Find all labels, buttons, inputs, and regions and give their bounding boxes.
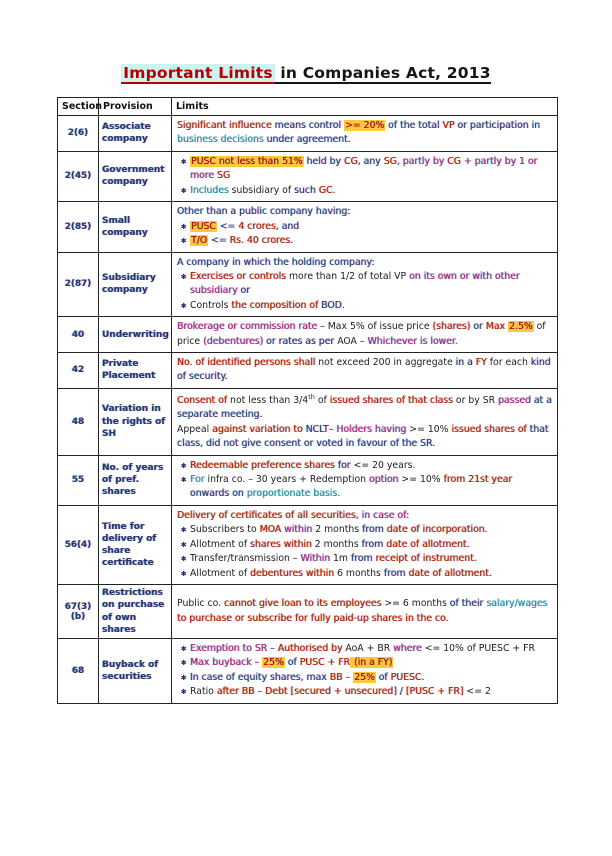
limit-text: Significant influence means control >= 20% of the total VP or participation in business decisions under agreement. bbox=[177, 120, 541, 146]
limit-text: Appeal against variation to NCLT– Holders having >= 10% issued shares of that class, did not give consent or voted in favour of the SR. bbox=[177, 423, 549, 450]
limit-text: Controls the composition of BOD. bbox=[190, 299, 345, 311]
limit-line bbox=[177, 423, 552, 452]
limits-cell bbox=[172, 353, 558, 389]
limits-table-header bbox=[58, 98, 558, 116]
limit-text: For infra co. – 30 years + Redemption option >= 10% from 21st year onwards on proportionate basis. bbox=[190, 474, 513, 500]
bullet-icon: ✱ bbox=[180, 301, 187, 310]
section-cell: 42 bbox=[58, 353, 99, 389]
limit-bullet-line bbox=[177, 567, 552, 582]
limit-text: A company in which the holding company: bbox=[177, 256, 375, 268]
limit-text: Ratio after BB – Debt [secured + unsecured] / [PUSC + FR] <= 2 bbox=[190, 686, 491, 698]
limit-text: Subscribers to MOA within 2 months from date of incorporation. bbox=[190, 524, 488, 536]
header-limits: Limits bbox=[172, 98, 558, 116]
bullet-icon: ✱ bbox=[180, 186, 187, 195]
limit-line bbox=[177, 597, 552, 626]
bullet-icon: ✱ bbox=[180, 222, 187, 231]
table-row bbox=[58, 317, 558, 353]
limit-text: Consent of not less than 3/4th of issued shares of that class or by SR passed at a separate meeting. bbox=[177, 392, 552, 421]
table-row bbox=[58, 252, 558, 317]
section-cell: 55 bbox=[58, 455, 99, 505]
limit-text: Exemption to SR – Authorised by AoA + BR where <= 10% of PUESC + FR bbox=[190, 642, 535, 654]
bullet-icon: ✱ bbox=[180, 569, 187, 578]
header-provision: Provision bbox=[99, 98, 172, 116]
bullet-icon: ✱ bbox=[180, 540, 187, 549]
limit-text: Other than a public company having: bbox=[177, 206, 351, 218]
limit-bullet-line bbox=[177, 299, 552, 314]
limit-bullet-line bbox=[177, 656, 552, 671]
limit-text: No. of identified persons shall not exceed 200 in aggregate in a FY for each kind of security. bbox=[177, 357, 551, 383]
provision-cell: Subsidiary company bbox=[99, 252, 172, 317]
provision-cell: Small company bbox=[99, 202, 172, 252]
limit-text: Includes subsidiary of such GC. bbox=[190, 184, 336, 196]
document-page bbox=[0, 64, 612, 856]
bullet-icon: ✱ bbox=[180, 237, 187, 246]
limit-bullet-line bbox=[177, 642, 552, 657]
limit-text: Max buyback – 25% of PUSC + FR (in a FY) bbox=[190, 657, 393, 669]
page-title bbox=[121, 64, 491, 82]
provision-cell: Buyback of securities bbox=[99, 638, 172, 703]
table-row bbox=[58, 116, 558, 152]
limit-text: Allotment of shares within 2 months from date of allotment. bbox=[190, 538, 470, 550]
limit-text: T/O <= Rs. 40 crores. bbox=[191, 235, 294, 247]
limit-text: Public co. cannot give loan to its employees >= 6 months of their salary/wages to purchase or subscribe for fully paid-up shares in the co. bbox=[177, 598, 548, 624]
limits-cell bbox=[172, 151, 558, 201]
limit-text: PUSC not less than 51% held by CG, any SG, partly by CG + partly by 1 or more SG bbox=[190, 155, 538, 182]
limit-text: Redeemable preference shares for <= 20 years. bbox=[190, 459, 416, 471]
section-cell: 2(6) bbox=[58, 116, 99, 152]
limit-bullet-line bbox=[177, 155, 552, 184]
title-rest: in Companies Act, 2013 bbox=[274, 64, 491, 82]
limit-text: Exercises or controls more than 1/2 of total VP on its own or with other subsidiary or bbox=[190, 270, 520, 297]
limits-cell bbox=[172, 252, 558, 317]
table-row bbox=[58, 505, 558, 584]
limits-cell bbox=[172, 505, 558, 584]
limit-bullet-line bbox=[177, 685, 552, 700]
limit-text: Transfer/transmission – Within 1m from receipt of instrument. bbox=[190, 553, 477, 565]
limit-bullet-line bbox=[177, 234, 552, 249]
limits-cell bbox=[172, 585, 558, 639]
limit-bullet-line bbox=[177, 473, 552, 502]
limit-line bbox=[177, 509, 552, 523]
limit-text: In case of equity shares, max BB – 25% of PUESC. bbox=[190, 671, 425, 683]
limits-cell bbox=[172, 455, 558, 505]
provision-cell: Variation in the rights of SH bbox=[99, 388, 172, 455]
bullet-icon: ✱ bbox=[180, 659, 187, 668]
limit-text: PUSC <= 4 crores, and bbox=[191, 220, 300, 232]
limits-cell bbox=[172, 638, 558, 703]
section-cell: 2(45) bbox=[58, 151, 99, 201]
bullet-icon: ✱ bbox=[180, 644, 187, 653]
table-row bbox=[58, 353, 558, 389]
limit-bullet-line bbox=[177, 459, 552, 474]
limit-text: Brokerage or commission rate – Max 5% of issue price (shares) or Max 2.5% of price (debentures) or rates as per AOA – Whichever is lower. bbox=[177, 321, 546, 347]
provision-cell: Government company bbox=[99, 151, 172, 201]
bullet-icon: ✱ bbox=[180, 688, 187, 697]
section-cell: 48 bbox=[58, 388, 99, 455]
provision-cell: Associate company bbox=[99, 116, 172, 152]
limit-line bbox=[177, 119, 552, 148]
bullet-icon: ✱ bbox=[180, 673, 187, 682]
table-row bbox=[58, 388, 558, 455]
table-row bbox=[58, 585, 558, 639]
section-cell: 2(87) bbox=[58, 252, 99, 317]
bullet-icon: ✱ bbox=[180, 461, 187, 470]
section-cell: 40 bbox=[58, 317, 99, 353]
limits-table-body bbox=[58, 116, 558, 704]
limit-line bbox=[177, 320, 552, 349]
bullet-icon: ✱ bbox=[180, 526, 187, 535]
provision-cell: No. of years of pref. shares bbox=[99, 455, 172, 505]
section-cell: 67(3)(b) bbox=[58, 585, 99, 639]
limit-line bbox=[177, 256, 552, 270]
table-row bbox=[58, 151, 558, 201]
limit-bullet-line bbox=[177, 538, 552, 553]
limit-bullet-line bbox=[177, 671, 552, 686]
section-cell: 68 bbox=[58, 638, 99, 703]
section-cell: 2(85) bbox=[58, 202, 99, 252]
bullet-icon: ✱ bbox=[180, 272, 187, 281]
header-section: Section bbox=[58, 98, 99, 116]
limits-cell bbox=[172, 317, 558, 353]
table-row bbox=[58, 455, 558, 505]
table-row bbox=[58, 638, 558, 703]
limit-text: Allotment of debentures within 6 months from date of allotment. bbox=[190, 567, 492, 579]
provision-cell: Time for delivery of share certificate bbox=[99, 505, 172, 584]
bullet-icon: ✱ bbox=[180, 476, 187, 484]
limit-line bbox=[177, 392, 552, 423]
bullet-icon: ✱ bbox=[180, 555, 187, 564]
limits-cell bbox=[172, 116, 558, 152]
provision-cell: Private Placement bbox=[99, 353, 172, 389]
bullet-icon: ✱ bbox=[180, 157, 187, 166]
limits-cell bbox=[172, 388, 558, 455]
limit-bullet-line bbox=[177, 184, 552, 199]
limit-line bbox=[177, 205, 552, 219]
limit-text: Delivery of certificates of all securities, in case of: bbox=[177, 509, 410, 521]
limit-bullet-line bbox=[177, 270, 552, 299]
limits-table bbox=[57, 97, 558, 704]
provision-cell: Restrictions on purchase of own shares bbox=[99, 585, 172, 639]
limits-cell bbox=[172, 202, 558, 252]
limit-line bbox=[177, 356, 552, 385]
section-cell: 56(4) bbox=[58, 505, 99, 584]
limit-bullet-line bbox=[177, 523, 552, 538]
limit-bullet-line bbox=[177, 552, 552, 567]
title-highlight: Important Limits bbox=[123, 64, 273, 82]
table-row bbox=[58, 202, 558, 252]
limit-bullet-line bbox=[177, 220, 552, 235]
provision-cell: Underwriting bbox=[99, 317, 172, 353]
